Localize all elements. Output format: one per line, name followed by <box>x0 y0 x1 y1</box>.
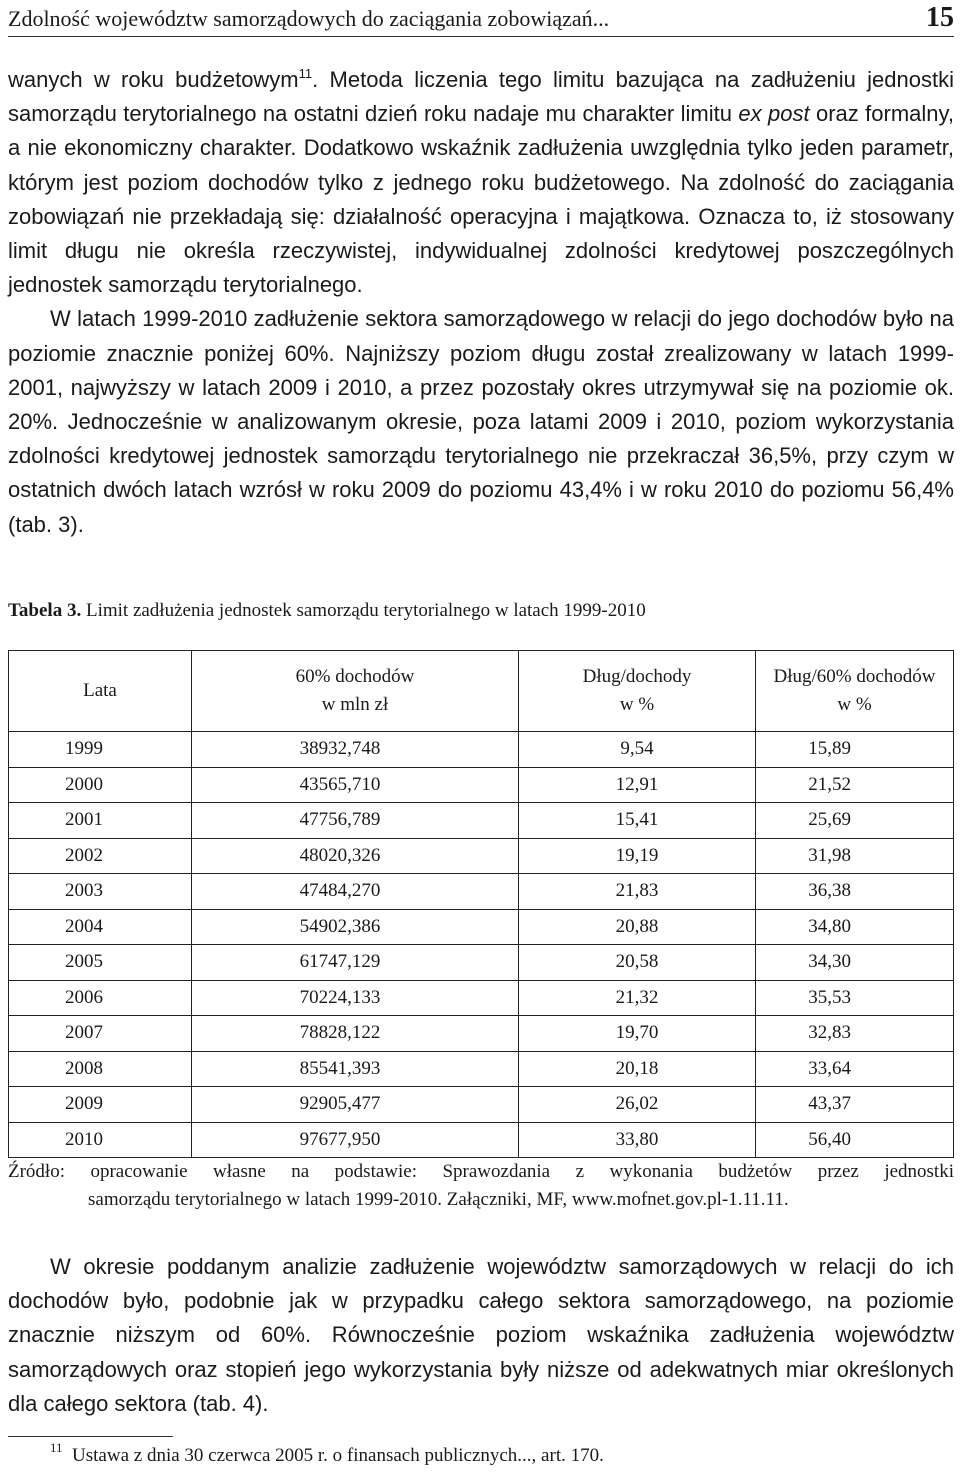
p1-part3: oraz formalny, a nie ekonomiczny charakter. Dodatkowo wskaźnik zadłużenia uwzględnia tylko jeden parametr, którym jest poziom dochodów tylko z jednego roku budżetowego. Na zdolność do zaciągania zobowiązań nie przekładają się: działalność operacyjna i majątkowa. Oznacza to, iż stosowany limit długu nie określa rzeczywistej, indywidualnej zdolności kredytowej poszczególnych jednostek samorządu terytorialnego. <box>8 101 955 298</box>
table-header-row <box>9 651 954 732</box>
cell-debt-income: 33,80 <box>519 1122 756 1158</box>
header-debt-60 <box>756 651 954 732</box>
header-income-l1: 60% dochodów <box>295 666 415 687</box>
cell-debt-income: 20,88 <box>519 909 756 945</box>
cell-year: 2008 <box>9 1051 192 1087</box>
cell-income: 47484,270 <box>192 874 519 910</box>
cell-income: 47756,789 <box>192 803 519 839</box>
cell-income: 97677,950 <box>192 1122 519 1158</box>
cell-year: 2004 <box>9 909 192 945</box>
cell-debt-income: 26,02 <box>519 1087 756 1123</box>
cell-debt-income: 21,83 <box>519 874 756 910</box>
cell-income: 85541,393 <box>192 1051 519 1087</box>
p1-italic: ex post <box>738 101 810 127</box>
cell-debt-60: 21,52 <box>756 767 954 803</box>
cell-income: 70224,133 <box>192 980 519 1016</box>
page-number: 15 <box>926 2 954 33</box>
cell-debt-60: 15,89 <box>756 732 954 768</box>
cell-debt-income: 9,54 <box>519 732 756 768</box>
header-debt-60-l1: Dług/60% dochodów <box>773 666 936 687</box>
table-row <box>9 732 954 768</box>
table-caption-text: Limit zadłużenia jednostek samorządu terytorialnego w latach 1999-2010 <box>81 600 646 621</box>
cell-year: 2003 <box>9 874 192 910</box>
table-row <box>9 1051 954 1087</box>
cell-debt-60: 56,40 <box>756 1122 954 1158</box>
cell-income: 92905,477 <box>192 1087 519 1123</box>
debt-limit-table <box>8 650 954 1158</box>
cell-debt-income: 20,58 <box>519 945 756 981</box>
header-debt-income-l2: w % <box>619 694 655 715</box>
table-row <box>9 838 954 874</box>
cell-debt-income: 19,19 <box>519 838 756 874</box>
table-caption-label: Tabela 3. <box>8 600 82 621</box>
cell-year: 2001 <box>9 803 192 839</box>
header-years-label: Lata <box>83 680 117 701</box>
footnote-ref: 11 <box>298 66 313 81</box>
cell-income: 54902,386 <box>192 909 519 945</box>
cell-debt-60: 33,64 <box>756 1051 954 1087</box>
cell-debt-60: 32,83 <box>756 1016 954 1052</box>
table-row <box>9 1016 954 1052</box>
cell-year: 1999 <box>9 732 192 768</box>
cell-debt-60: 34,30 <box>756 945 954 981</box>
header-income-l2: w mln zł <box>321 694 389 715</box>
running-title: Zdolność województw samorządowych do zaciągania zobowiązań... <box>8 6 610 31</box>
running-header <box>8 2 954 37</box>
source-line-2: samorządu terytorialnego w latach 1999-2010. Załączniki, MF, www.mofnet.gov.pl-1.11.11. <box>88 1189 789 1210</box>
cell-income: 78828,122 <box>192 1016 519 1052</box>
cell-income: 43565,710 <box>192 767 519 803</box>
cell-debt-60: 43,37 <box>756 1087 954 1123</box>
table-row <box>9 1122 954 1158</box>
table-row <box>9 803 954 839</box>
cell-debt-60: 36,38 <box>756 874 954 910</box>
source-line-1: Źródło: opracowanie własne na podstawie: Sprawozdania z wykonania budżetów przez jednostki <box>8 1161 954 1182</box>
body-text-bottom <box>8 1250 954 1421</box>
table-caption <box>8 600 954 622</box>
cell-debt-60: 31,98 <box>756 838 954 874</box>
cell-year: 2010 <box>9 1122 192 1158</box>
header-years <box>9 651 192 732</box>
footnote-number: 11 <box>50 1440 63 1455</box>
table-row <box>9 1087 954 1123</box>
cell-year: 2009 <box>9 1087 192 1123</box>
table-row <box>9 945 954 981</box>
paragraph-1 <box>8 63 954 302</box>
footnote <box>50 1440 604 1467</box>
cell-debt-income: 19,70 <box>519 1016 756 1052</box>
cell-debt-60: 35,53 <box>756 980 954 1016</box>
header-income <box>192 651 519 732</box>
table-row <box>9 980 954 1016</box>
cell-debt-income: 15,41 <box>519 803 756 839</box>
table-row <box>9 767 954 803</box>
paragraph-3: W okresie poddanym analizie zadłużenie województw samorządowych w relacji do ich dochodów było, podobnie jak w przypadku całego sektora samorządowego, na poziomie znacznie niższym od 60%. Równocześnie poziom wskaźnika zadłużenia województw samorządowych oraz stopień jego wykorzystania były niższe od adekwatnych miar określonych dla całego sektora (tab. 4). <box>8 1254 954 1416</box>
p1-part2: . Metoda liczenia tego limitu bazująca na zadłużeniu jednostki samorządu terytorialnego na ostatni dzień roku nadaje mu charakter limitu <box>8 67 954 127</box>
footnote-rule <box>8 1436 173 1437</box>
cell-income: 48020,326 <box>192 838 519 874</box>
cell-debt-60: 25,69 <box>756 803 954 839</box>
cell-income: 38932,748 <box>192 732 519 768</box>
cell-year: 2005 <box>9 945 192 981</box>
header-debt-income <box>519 651 756 732</box>
cell-year: 2007 <box>9 1016 192 1052</box>
cell-debt-60: 34,80 <box>756 909 954 945</box>
cell-debt-income: 12,91 <box>519 767 756 803</box>
body-text-top <box>8 63 954 542</box>
table-source <box>8 1158 954 1214</box>
table-row <box>9 909 954 945</box>
cell-income: 61747,129 <box>192 945 519 981</box>
cell-year: 2002 <box>9 838 192 874</box>
footnote-text: Ustawa z dnia 30 czerwca 2005 r. o finansach publicznych..., art. 170. <box>72 1445 604 1466</box>
cell-debt-income: 20,18 <box>519 1051 756 1087</box>
cell-debt-income: 21,32 <box>519 980 756 1016</box>
header-debt-income-l1: Dług/dochody <box>582 666 692 687</box>
header-debt-60-l2: w % <box>837 694 872 715</box>
cell-year: 2000 <box>9 767 192 803</box>
paragraph-2: W latach 1999-2010 zadłużenie sektora samorządowego w relacji do jego dochodów było na poziomie znacznie poniżej 60%. Najniższy poziom długu został zrealizowany w latach 1999-2001, najwyższy w latach 2009 i 2010, a przez pozostały okres utrzymywał się na poziomie ok. 20%. Jednocześnie w analizowanym okresie, poza latami 2009 i 2010, poziom wykorzystania zdolności kredytowej jednostek samorządu terytorialnego nie przekraczał 36,5%, przy czym w ostatnich dwóch latach wzrósł w roku 2009 do poziomu 43,4% i w roku 2010 do poziomu 56,4% (tab. 3). <box>8 306 954 537</box>
cell-year: 2006 <box>9 980 192 1016</box>
p1-part1: wanych w roku budżetowym <box>8 67 299 92</box>
table-row <box>9 874 954 910</box>
